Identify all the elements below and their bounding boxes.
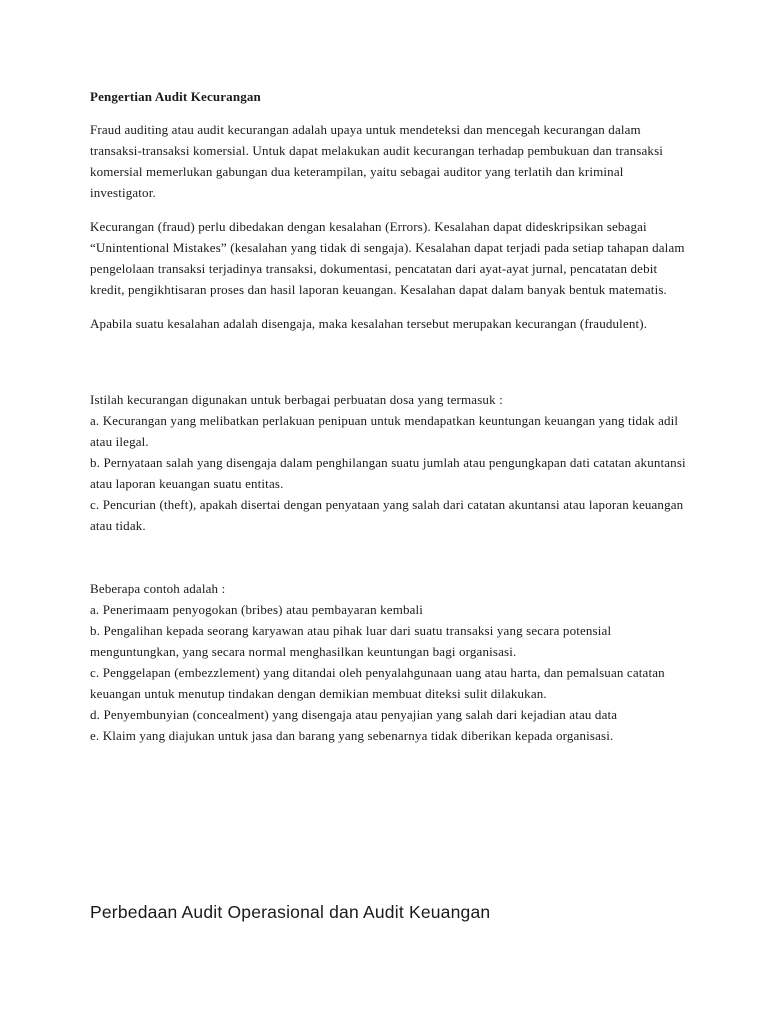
fraud-examples-list: [90, 578, 690, 746]
section-heading: Perbedaan Audit Operasional dan Audit Keuangan: [90, 902, 491, 922]
list-item: c. Pencurian (theft), apakah disertai dengan penyataan yang salah dari catatan akuntansi atau laporan keuangan atau tidak.: [90, 497, 684, 533]
list-item: e. Klaim yang diajukan untuk jasa dan barang yang sebenarnya tidak diberikan kepada organisasi.: [90, 728, 614, 743]
paragraph-fraud-auditing: Fraud auditing atau audit kecurangan adalah upaya untuk mendeteksi dan mencegah kecurangan dalam transaksi-transaksi komersial. Untuk dapat melakukan audit kecurangan terhadap pembukuan dan transaksi komersial memerlukan gabungan dua keterampilan, yaitu sebagai auditor yang terlatih dan kriminal investigator.: [90, 122, 664, 200]
paragraph-intentional-error: Apabila suatu kesalahan adalah disengaja, maka kesalahan tersebut merupakan kecurangan (fraudulent).: [90, 316, 648, 331]
document-title: Pengertian Audit Kecurangan: [90, 89, 261, 104]
list-item: c. Penggelapan (embezzlement) yang ditandai oleh penyalahgunaan uang atau harta, dan pemalsuan catatan keuangan untuk menutup tindakan dengan demikian membuat diteksi sulit dilakukan.: [90, 665, 665, 701]
blank-space: [90, 536, 690, 578]
list-intro: Beberapa contoh adalah :: [90, 581, 226, 596]
list-item: a. Kecurangan yang melibatkan perlakuan penipuan untuk mendapatkan keuntungan keuangan yang tidak adil atau ilegal.: [90, 413, 679, 449]
list-intro: Istilah kecurangan digunakan untuk berbagai perbuatan dosa yang termasuk :: [90, 392, 503, 407]
list-item: a. Penerimaam penyogokan (bribes) atau pembayaran kembali: [90, 602, 424, 617]
list-item: b. Pernyataan salah yang disengaja dalam penghilangan suatu jumlah atau pengungkapan dati catatan akuntansi atau laporan keuangan suatu entitas.: [90, 455, 686, 491]
list-item: b. Pengalihan kepada seorang karyawan atau pihak luar dari suatu transaksi yang secara potensial menguntungkan, yang secara normal menghasilkan keuntungan bagi organisasi.: [90, 623, 612, 659]
list-item: d. Penyembunyian (concealment) yang disengaja atau penyajian yang salah dari kejadian atau data: [90, 707, 618, 722]
fraud-definition-list: [90, 389, 690, 536]
paragraph-fraud-vs-errors: Kecurangan (fraud) perlu dibedakan dengan kesalahan (Errors). Kesalahan dapat dideskripsikan sebagai “Unintentional Mistakes” (kesalahan yang tidak di sengaja). Kesalahan dapat terjadi pada setiap tahapan dalam pengelolaan transaksi terjadinya transaksi, dokumentasi, pencatatan dari ayat-ayat jurnal, pencatatan debit kredit, pengikhtisaran proses dan hasil laporan keuangan. Kesalahan dapat dalam banyak bentuk matematis.: [90, 219, 685, 297]
document-body: [90, 86, 690, 746]
blank-space: [90, 347, 690, 389]
